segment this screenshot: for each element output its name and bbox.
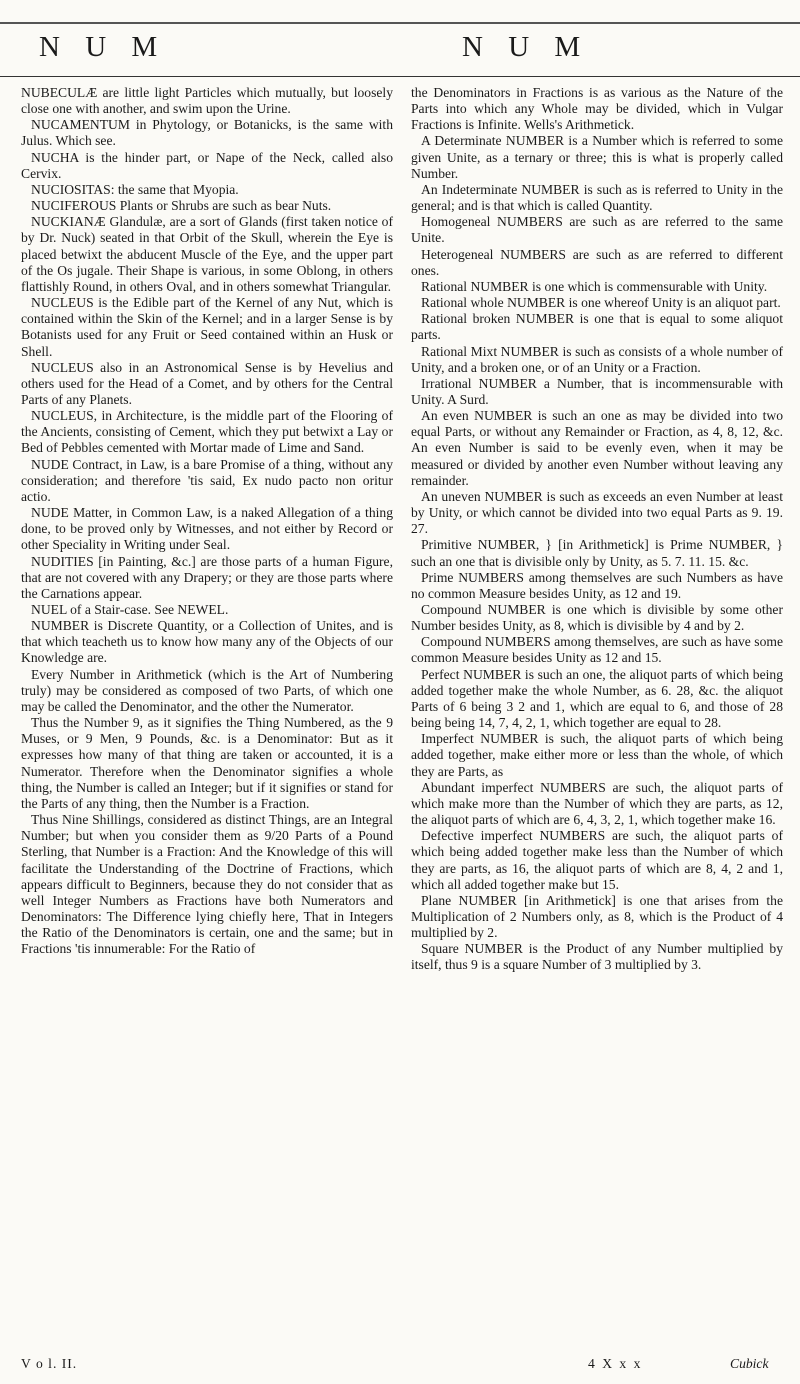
entry-paragraph: An uneven NUMBER is such as exceeds an even Number at least by Unity, or which cannot be divided into two equal Parts as 9. 19. 27. <box>411 488 783 537</box>
entry-paragraph: NUCLEUS also in an Astronomical Sense is by Hevelius and others used for the Head of a Comet, and by others for the Central Parts of any Planets. <box>21 359 393 407</box>
entry-paragraph: Primitive NUMBER, } [in Arithmetick] is Prime NUMBER, } such an one that is divisible only by Unity, as 5. 7. 11. 15. &c. <box>411 537 783 569</box>
entry-paragraph: Compound NUMBERS among themselves, are such as have some common Measure besides Unity as 12 and 15. <box>411 634 783 666</box>
entry-paragraph: Square NUMBER is the Product of any Number multiplied by itself, thus 9 is a square Number of 3 multiplied by 3. <box>411 941 783 973</box>
entry-paragraph: Abundant imperfect NUMBERS are such, the aliquot parts of which make more than the Number of which they are parts, as 12, the aliquot parts of which are 6, 4, 3, 2, 1, which together make 16. <box>411 779 783 828</box>
entry-paragraph: Every Number in Arithmetick (which is the Art of Numbering truly) may be considered as composed of two Parts, of which one may be called the Denominator, and the other the Numerator. <box>21 666 393 714</box>
entry-paragraph: NUDE Contract, in Law, is a bare Promise of a thing, without any consideration; and therefore 'tis said, Ex nudo pacto non oritur actio. <box>21 456 393 504</box>
entry-paragraph: An Indeterminate NUMBER is such as is referred to Unity in the general; and is that which is called Quantity. <box>411 181 783 214</box>
entry-paragraph: NUCAMENTUM in Phytology, or Botanicks, is the same with Julus. Which see. <box>21 117 393 149</box>
entry-paragraph: Homogeneal NUMBERS are such as are referred to the same Unite. <box>411 214 783 246</box>
entry-paragraph: Irrational NUMBER a Number, that is incommensurable with Unity. A Surd. <box>411 375 783 407</box>
entry-paragraph: Thus Nine Shillings, considered as distinct Things, are an Integral Number; but when you consider them as 9/20 Parts of a Pound Sterling, that Number is a Fraction: And the Knowledge of this will facilitate the Understanding of the Doctrine of Fractions, which appears difficult to Beginners, because they do not consider that as well Integer Numbers as Fractions have both Numerators and Denominators: The Difference lying chiefly here, That in Integers the Ratio of the Denominators is certain, one and the same; but in Fractions 'tis innumerable: For the Ratio of <box>21 812 393 957</box>
running-head-right: N U M <box>462 31 590 63</box>
entry-paragraph: Plane NUMBER [in Arithmetick] is one that arises from the Multiplication of 2 Numbers only, as 8, which is the Product of 4 multiplied by 2. <box>411 892 783 941</box>
running-head-left: N U M <box>39 31 167 63</box>
entry-paragraph: NUCKIANÆ Glandulæ, are a sort of Glands (first taken notice of by Dr. Nuck) seated in that Orbit of the Skull, wherein the Eye is placed betwixt the abducent Muscle of the Eye, and the upper part of the Os jugale. Their Shape is various, in some Oblong, in others flattishly Round, in others Oval, and in others somewhat Triangular. <box>21 214 393 294</box>
entry-paragraph: NUDITIES [in Painting, &c.] are those parts of a human Figure, that are not covered with any Drapery; or they are those parts where the Carnations appear. <box>21 553 393 601</box>
entry-paragraph: Defective imperfect NUMBERS are such, the aliquot parts of which being added together make less than the Number of which they are parts, as 16, the aliquot parts of which are 8, 4, 2 and 1, which all added together make but 15. <box>411 828 783 892</box>
signature-mark: 4 X x x <box>588 1356 643 1371</box>
entry-paragraph: Rational broken NUMBER is one that is equal to some aliquot parts. <box>411 311 783 343</box>
entry-paragraph: Thus the Number 9, as it signifies the Thing Numbered, as the 9 Muses, or 9 Men, 9 Pounds, &c. is a Denominator: But as it expresses how many of that thing are taken or accounted, it is a Numerator. Therefore when the Denominator signifies a whole thing, the Number is called an Integer; but if it signifies or stand for the Parts of any thing, then the Number is a Fraction. <box>21 715 393 811</box>
entry-paragraph: Rational whole NUMBER is one whereof Unity is an aliquot part. <box>421 295 781 311</box>
top-rule <box>0 22 800 24</box>
entry-paragraph: NUMBER is Discrete Quantity, or a Collection of Unites, and is that which teacheth us to know how many any of the Objects of our Knowledge are. <box>21 618 393 666</box>
entry-paragraph: NUCIOSITAS: the same that Myopia. <box>31 181 239 197</box>
entry-paragraph: NUCLEUS, in Architecture, is the middle part of the Flooring of the Ancients, consisting of Cement, which they put betwixt a Lay or Bed of Pebbles cemented with Mortar made of Lime and Sand. <box>21 408 393 456</box>
volume-label: V o l. II. <box>21 1356 78 1371</box>
entry-paragraph: Imperfect NUMBER is such, the aliquot parts of which being added together, make either more or less than the whole, of which they are Parts, as <box>411 731 783 779</box>
entry-paragraph: A Determinate NUMBER is a Number which is referred to some given Unite, as a ternary or three; this is what is properly called Number. <box>411 133 783 181</box>
entry-paragraph: Rational Mixt NUMBER is such as consists of a whole number of Unity, and a broken one, or of an Unity or a Fraction. <box>411 343 783 375</box>
entry-paragraph: NUCIFEROUS Plants or Shrubs are such as bear Nuts. <box>31 198 332 214</box>
entry-paragraph: Perfect NUMBER is such an one, the aliquot parts of which being added together make the whole Number, as 6. 28, &c. the aliquot Parts of 6 being 3 2 and 1, which are equal to 6, and those of 28 being being 14, 7, 4, 2, 1, which together are equal to 28. <box>411 666 783 731</box>
entry-paragraph: Heterogeneal NUMBERS are such as are referred to different ones. <box>411 246 783 278</box>
header-rule <box>0 76 800 77</box>
entry-paragraph: An even NUMBER is such an one as may be divided into two equal Parts, or without any Remainder or Fraction, as 4, 8, 12, &c. An even Number is said to be evenly even, when it may be measured or divided by another even Number without leaving any remainder. <box>411 408 783 488</box>
entry-paragraph: NUEL of a Stair-case. See NEWEL. <box>31 602 229 617</box>
entry-paragraph: NUCHA is the hinder part, or Nape of the Neck, called also Cervix. <box>21 149 393 181</box>
catchword: Cubick <box>730 1356 769 1371</box>
entry-paragraph: Compound NUMBER is one which is divisible by some other Number besides Unity, as 8, which is divisible by 4 and by 2. <box>411 602 783 634</box>
entry-paragraph: Rational NUMBER is one which is commensurable with Unity. <box>421 278 768 294</box>
entry-paragraph: Prime NUMBERS among themselves are such Numbers as have no common Measure besides Unity, as 12 and 19. <box>411 569 783 601</box>
entry-paragraph: the Denominators in Fractions is as various as the Nature of the Parts into which any Whole may be divided, which in Vulgar Fractions is Infinite. Wells's Arithmetick. <box>411 85 783 133</box>
entry-paragraph: NUCLEUS is the Edible part of the Kernel of any Nut, which is contained within the Skin of the Kernel; and in a larger Sense is by Botanists used for any Fruit or Seed contained within an Husk or Shell. <box>21 295 393 359</box>
entry-paragraph: NUDE Matter, in Common Law, is a naked Allegation of a thing done, to be proved only by Witnesses, and not either by Record or other Speciality in Writing under Seal. <box>21 505 393 553</box>
right-column <box>411 85 783 974</box>
left-column <box>21 85 393 957</box>
entry-paragraph: NUBECULÆ are little light Particles which mutually, but loosely close one with another, and swim upon the Urine. <box>21 85 393 117</box>
